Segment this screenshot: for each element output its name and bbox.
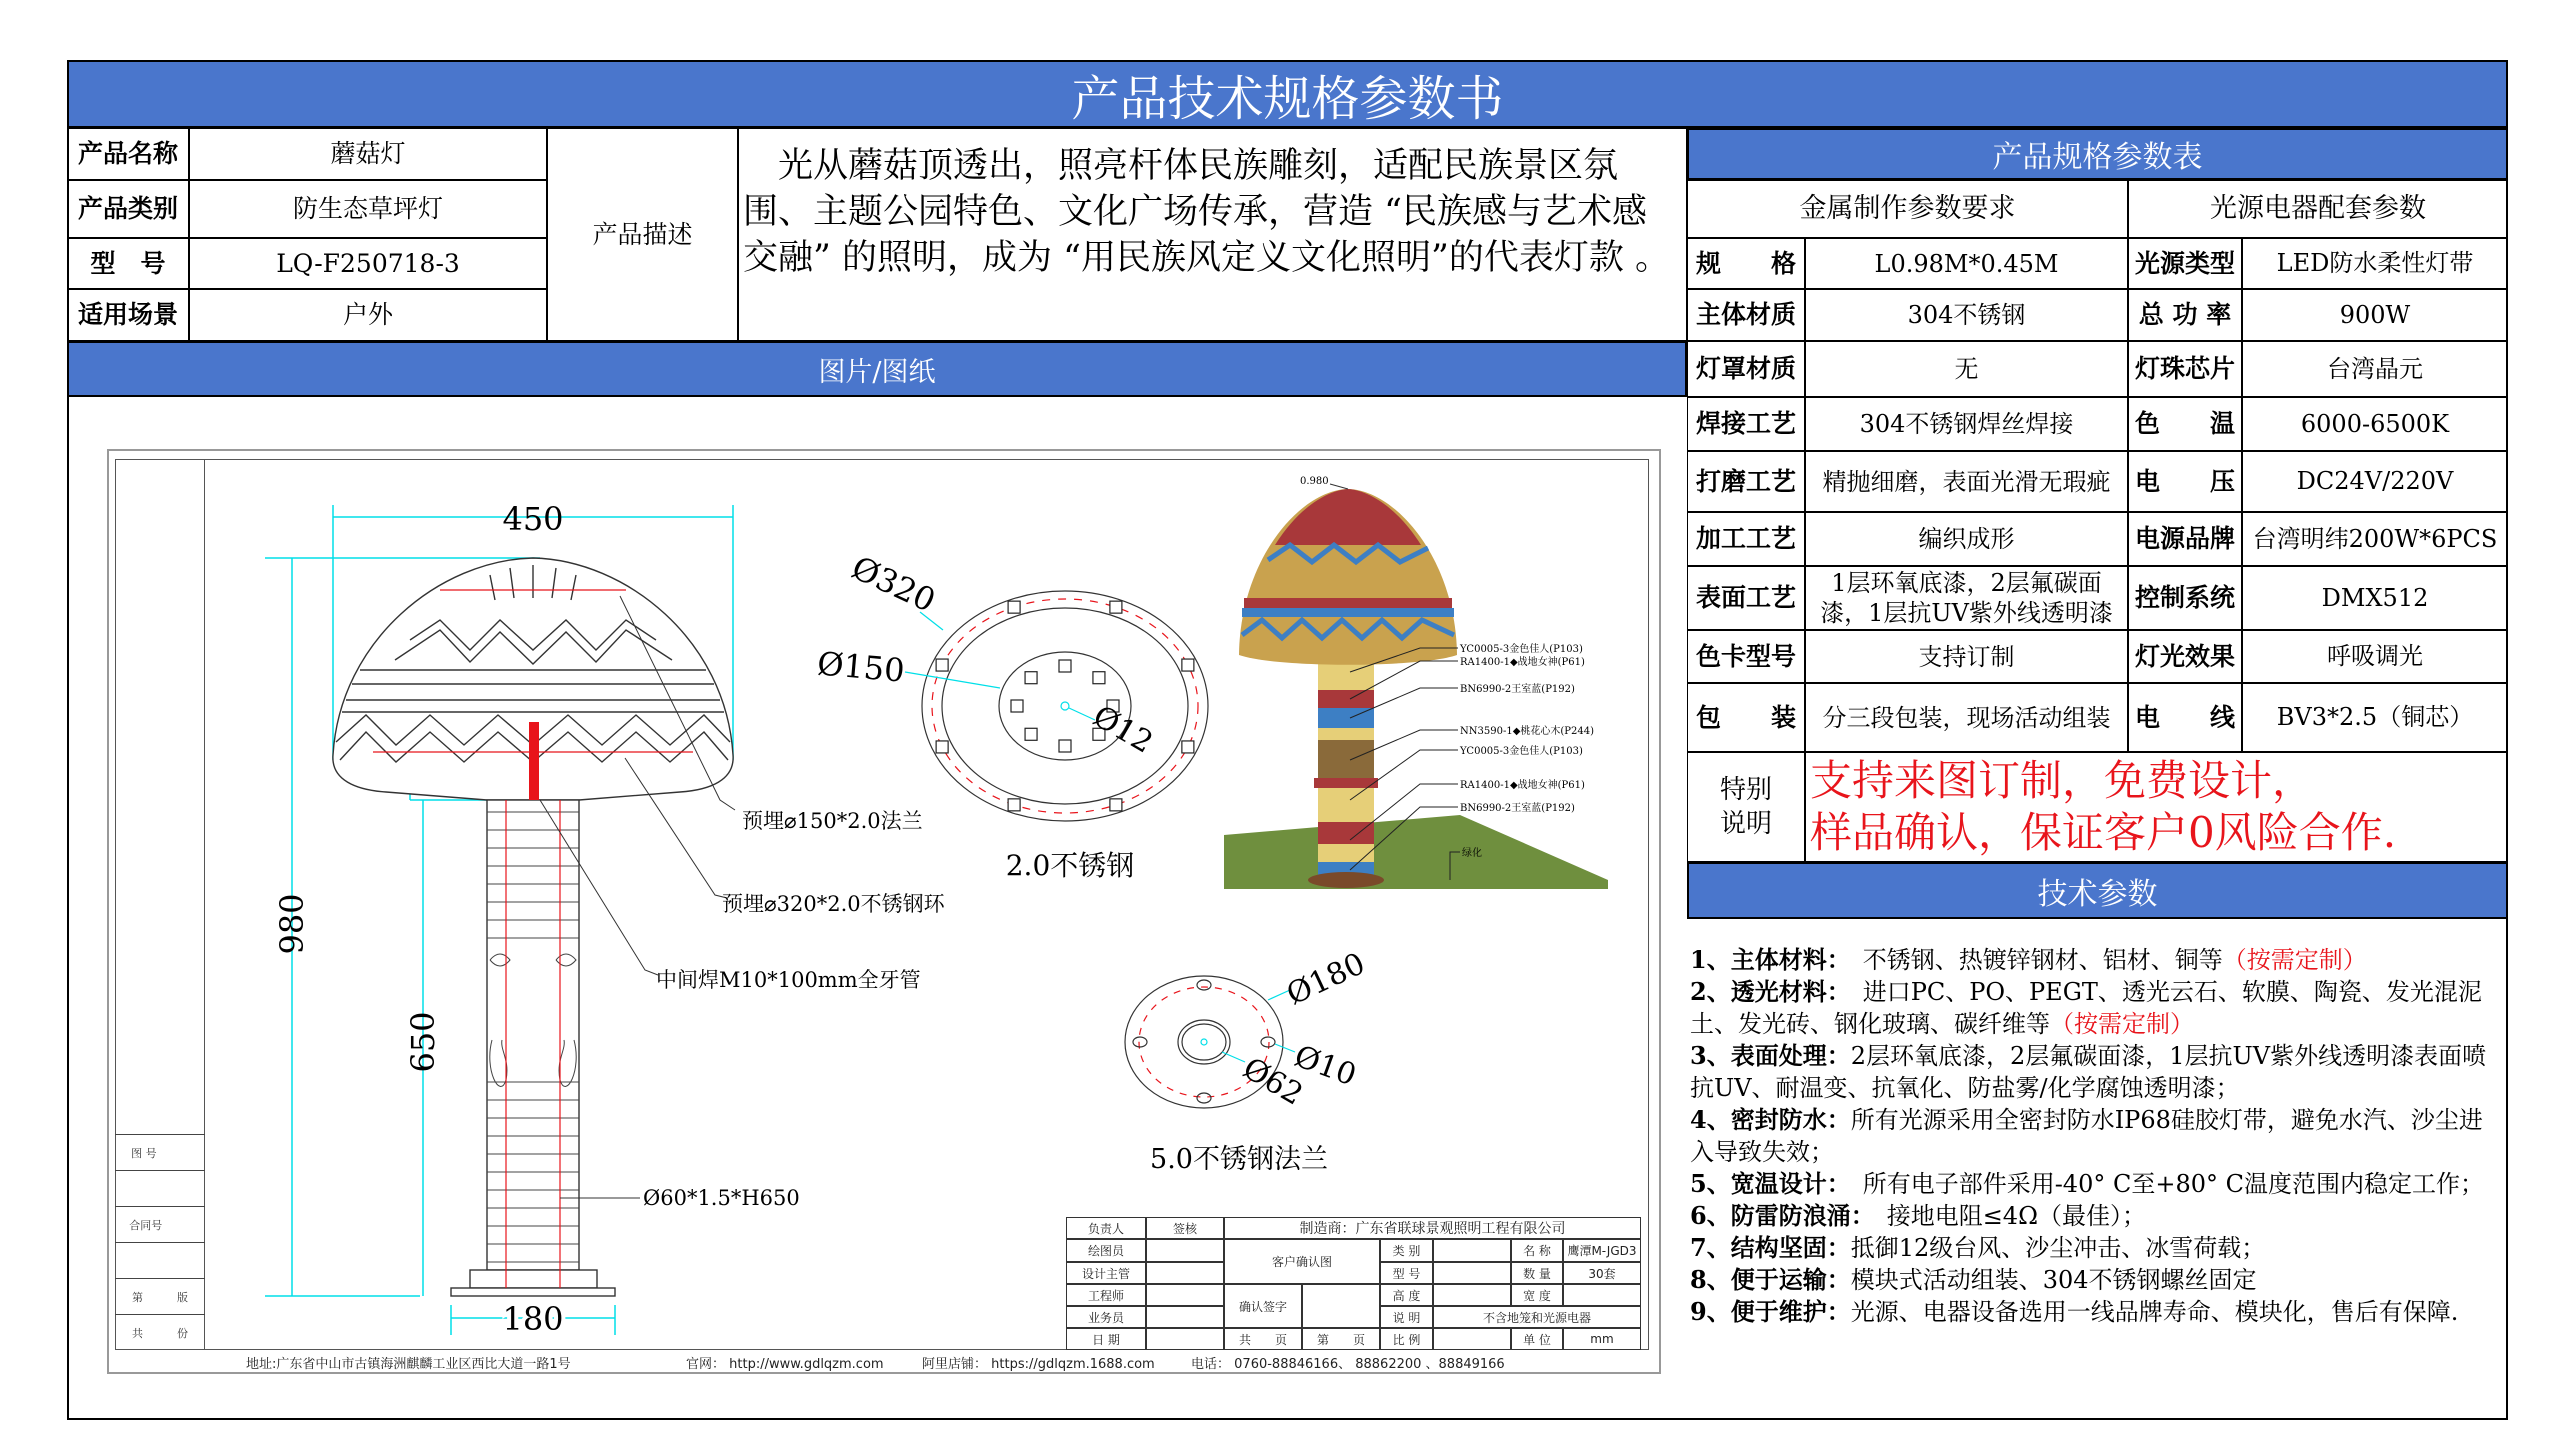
ring-bolt-hole <box>936 659 948 671</box>
ring-plan-view <box>922 591 1208 821</box>
inner-bolt-hole <box>1059 660 1071 672</box>
spec-label: 灯罩材质 <box>1687 341 1805 397</box>
spec-value: LED防水柔性灯带 <box>2242 238 2508 289</box>
metal-params-header: 金属制作参数要求 <box>1687 180 2128 238</box>
title-block-cell: 数 量 <box>1511 1262 1563 1284</box>
tech-item-label: 7、结构坚固： <box>1690 1233 1851 1262</box>
images-section-title: 图片/图纸 <box>818 356 936 388</box>
info-value: 蘑菇灯 <box>189 128 547 180</box>
tech-item-label: 2、透光材料： <box>1690 977 1839 1006</box>
ring-bolt-hole <box>1008 799 1020 811</box>
spec-value: DMX512 <box>2242 566 2508 630</box>
dim-pole: 650 <box>404 1011 442 1073</box>
render-green-label: 绿化 <box>1462 848 1482 859</box>
callout-flange: 预埋⌀150*2.0法兰 <box>742 809 923 833</box>
tech-item-note: （按需定制） <box>2050 1010 2194 1038</box>
spec-value: DC24V/220V <box>2242 451 2508 512</box>
plan-d-outer: Ø320 <box>846 548 942 620</box>
render-color-label: RA1400-1◆战地女神(P61) <box>1460 657 1585 668</box>
dim-width: 450 <box>502 500 564 538</box>
spec-value: 无 <box>1805 341 2128 397</box>
tech-item-label: 5、宽温设计： <box>1690 1169 1839 1198</box>
title-block-cell: 说 明 <box>1380 1306 1433 1328</box>
title-block-cell: 第 页 <box>1302 1328 1380 1350</box>
ring-bolt-hole <box>1182 659 1194 671</box>
title-block-cell: 高 度 <box>1380 1284 1433 1306</box>
spec-label: 表面工艺 <box>1687 566 1805 630</box>
spec-label: 控制系统 <box>2128 566 2242 630</box>
left-column-text: 份 <box>177 1326 188 1340</box>
left-column-text: 图 号 <box>131 1146 157 1160</box>
spec-value: 分三段包装，现场活动组装 <box>1805 683 2128 752</box>
tech-item-text: 抵御12级台风、沙尘冲击、冰雪荷载； <box>1850 1234 2266 1262</box>
spec-label: 包 装 <box>1687 683 1805 752</box>
callout-rod: 中间焊M10*100mm全牙管 <box>656 968 921 992</box>
title-block-cell: 30套 <box>1563 1262 1641 1284</box>
spec-value: 台湾明纬200W*6PCS <box>2242 512 2508 566</box>
title-block-cell: 比 例 <box>1380 1328 1433 1350</box>
tech-item-text: 模块式活动组装、304不锈钢螺丝固定 <box>1850 1266 2257 1294</box>
maker: 制造商：广东省联球景观照明工程有限公司 <box>1224 1217 1641 1239</box>
title-block-cell: 负责人 <box>1066 1217 1146 1239</box>
inner-bolt-hole <box>1011 700 1023 712</box>
plan-caption: 2.0不锈钢 <box>1005 849 1135 882</box>
tech-item-text: 接地电阻≤4Ω（最佳）； <box>1862 1202 2146 1230</box>
flange-caption: 5.0不锈钢法兰 <box>1150 1144 1328 1175</box>
footer-shop-label: 阿里店铺： <box>922 1357 988 1372</box>
left-column-text: 共 <box>132 1326 143 1340</box>
title-block-cell <box>1146 1328 1224 1350</box>
info-label: 适用场景 <box>67 289 189 341</box>
title-block-cell: 单 位 <box>1511 1328 1563 1350</box>
title-block-cell <box>1146 1284 1224 1306</box>
info-label: 产品类别 <box>67 180 189 238</box>
spec-value: 台湾晶元 <box>2242 341 2508 397</box>
footer-site-label: 官网： <box>686 1357 726 1372</box>
spec-label: 色 温 <box>2128 397 2242 451</box>
title-block-cell <box>1433 1239 1511 1262</box>
product-description: 光从蘑菇顶透出，照亮杆体民族雕刻，适配民族景区氛围、主题公园特色、文化广场传承，营造 “民族感与艺术感交融” 的照明，成为 “用民族风定义文化照明”的代表灯款 。 <box>738 128 1687 341</box>
footer-tel <box>1191 1353 1505 1372</box>
title-block-cell: 绘图员 <box>1066 1239 1146 1262</box>
title-block-cell <box>1146 1262 1224 1284</box>
ring-bolt-hole <box>1182 741 1194 753</box>
spec-label: 总 功 率 <box>2128 289 2242 341</box>
spec-value: 6000-6500K <box>2242 397 2508 451</box>
tech-item-label: 9、便于维护： <box>1690 1297 1851 1326</box>
footer-site-link[interactable]: http://www.gdlqzm.com <box>729 1357 884 1372</box>
spec-label: 电源品牌 <box>2128 512 2242 566</box>
title-block-cell: 类 别 <box>1380 1239 1433 1262</box>
drawing-footer <box>246 1353 571 1372</box>
render-color-label: RA1400-1◆战地女神(P61) <box>1460 780 1585 791</box>
callout-ring: 预埋⌀320*2.0不锈钢环 <box>722 892 945 916</box>
render-level: 0.980 <box>1300 476 1329 487</box>
title-block-cell: 客户确认图 <box>1224 1239 1380 1284</box>
inner-bolt-hole <box>1025 672 1037 684</box>
light-params-header: 光源电器配套参数 <box>2128 180 2508 238</box>
dim-base: 180 <box>502 1300 564 1338</box>
title-block-cell: 日 期 <box>1066 1328 1146 1350</box>
plan-d-hole: Ø12 <box>1086 698 1159 761</box>
footer-address: 地址:广东省中山市古镇海洲麒麟工业区西比大道一路1号 <box>246 1357 571 1372</box>
title-block-cell: 鹰潭M-JGD3 <box>1563 1239 1641 1262</box>
spec-label: 规 格 <box>1687 238 1805 289</box>
flange-d-outer: Ø180 <box>1281 946 1371 1013</box>
info-value: 户外 <box>189 289 547 341</box>
spec-value: 304不锈钢 <box>1805 289 2128 341</box>
title-block-cell: 不含地笼和光源电器 <box>1433 1306 1641 1328</box>
title-block-cell <box>1146 1239 1224 1262</box>
footer-shop <box>922 1353 1155 1372</box>
spec-label: 打磨工艺 <box>1687 451 1805 512</box>
spec-label: 灯光效果 <box>2128 630 2242 683</box>
tech-item-text: 2层环氧底漆，2层氟碳面漆，1层抗UV紫外线透明漆表面喷抗UV、耐温变、抗氧化、防盐雾/化学腐蚀透明漆； <box>1690 1042 2487 1102</box>
title-block-cell <box>1433 1328 1511 1350</box>
flange-d-hole: Ø10 <box>1289 1038 1361 1094</box>
ring-bolt-hole <box>1008 601 1020 613</box>
spec-value: BV3*2.5（铜芯） <box>2242 683 2508 752</box>
tech-item-text: 进口PC、PO、PEGT、透光云石、软膜、陶瓷、发光混泥土、发光砖、钢化玻璃、碳纤维等 <box>1690 978 2482 1038</box>
inner-bolt-hole <box>1093 672 1105 684</box>
spec-value: 编织成形 <box>1805 512 2128 566</box>
spec-label: 光源类型 <box>2128 238 2242 289</box>
desc-label: 产品描述 <box>547 128 738 341</box>
spec-label: 电 线 <box>2128 683 2242 752</box>
title-block-cell <box>1302 1284 1380 1328</box>
render-color-label: YC0005-3金色佳人(P103) <box>1460 644 1583 655</box>
tech-item-text: 不锈钢、热镀锌钢材、铝材、铜等 <box>1838 946 2223 974</box>
info-value: LQ-F250718-3 <box>189 238 547 289</box>
ring-bolt-hole <box>1110 799 1122 811</box>
title-block-cell: mm <box>1563 1328 1641 1350</box>
title-block-cell: 型 号 <box>1380 1262 1433 1284</box>
spec-table-title: 产品规格参数表 <box>1992 140 2203 175</box>
spec-value: 支持订制 <box>1805 630 2128 683</box>
render-color-label: NN3590-1◆桃花心木(P244) <box>1460 726 1594 737</box>
callout-pipe: Ø60*1.5*H650 <box>643 1186 800 1210</box>
footer-site <box>686 1353 884 1372</box>
special-line: 支持来图订制，免费设计， <box>1810 756 2315 805</box>
special-label: 特别说明 <box>1687 752 1805 862</box>
info-label: 产品名称 <box>67 128 189 180</box>
title-block-cell: 业务员 <box>1066 1306 1146 1328</box>
spec-value: 呼吸调光 <box>2242 630 2508 683</box>
title-block-cell: 设计主管 <box>1066 1262 1146 1284</box>
tech-item-label: 1、主体材料： <box>1690 945 1839 974</box>
tech-item-label: 6、防雷防浪涌： <box>1690 1201 1863 1230</box>
spec-value: 精抛细磨，表面光滑无瑕疵 <box>1805 451 2128 512</box>
title-block-cell: 确认签字 <box>1224 1284 1302 1328</box>
spec-value: 900W <box>2242 289 2508 341</box>
dim-height: 980 <box>273 893 311 955</box>
left-column-text: 第 <box>132 1290 143 1304</box>
ring-bolt-hole <box>936 741 948 753</box>
tech-item-label: 8、便于运输： <box>1690 1265 1851 1294</box>
ring-bolt-hole <box>1110 601 1122 613</box>
title-block-cell <box>1146 1306 1224 1328</box>
page-title-text: 产品技术规格参数书 <box>1071 70 1504 127</box>
left-column-text: 版 <box>177 1290 188 1304</box>
spec-label: 电 压 <box>2128 451 2242 512</box>
render-color-label: YC0005-3金色佳人(P103) <box>1460 746 1583 757</box>
footer-tel-value: 0760-88846166、 88862200 、88849166 <box>1234 1357 1505 1372</box>
spec-label: 主体材质 <box>1687 289 1805 341</box>
render-color-label: BN6990-2王室蓝(P192) <box>1460 684 1575 695</box>
tech-item-note: （按需定制） <box>2222 946 2367 974</box>
spec-label: 加工工艺 <box>1687 512 1805 566</box>
spec-value: L0.98M*0.45M <box>1805 238 2128 289</box>
title-block-cell: 名 称 <box>1511 1239 1563 1262</box>
title-block-cell <box>1433 1262 1511 1284</box>
info-value: 防生态草坪灯 <box>189 180 547 238</box>
spec-value: 304不锈钢焊丝焊接 <box>1805 397 2128 451</box>
title-block-cell: 签核 <box>1146 1217 1224 1239</box>
title-block-cell: 工程师 <box>1066 1284 1146 1306</box>
title-block-cell: 共 页 <box>1224 1328 1302 1350</box>
threaded-rod-mark <box>529 722 539 800</box>
footer-tel-label: 电话： <box>1191 1357 1231 1372</box>
title-block-cell <box>1433 1284 1511 1306</box>
plan-d-inner: Ø150 <box>815 644 907 690</box>
title-block-cell <box>1563 1284 1641 1306</box>
tech-item-text: 光源、电器设备选用一线品牌寿命、模块化，售后有保障. <box>1850 1298 2459 1326</box>
footer-shop-link[interactable]: https://gdlqzm.1688.com <box>991 1357 1155 1372</box>
inner-bolt-hole <box>1025 728 1037 740</box>
render-color-label: BN6990-2王室蓝(P192) <box>1460 803 1575 814</box>
tech-item-label: 4、密封防水： <box>1690 1105 1851 1134</box>
spec-label: 色卡型号 <box>1687 630 1805 683</box>
spec-label: 灯珠芯片 <box>2128 341 2242 397</box>
inner-bolt-hole <box>1059 740 1071 752</box>
tech-params-title: 技术参数 <box>2037 876 2158 912</box>
spec-value: 1层环氧底漆，2层氟碳面漆，1层抗UV紫外线透明漆 <box>1805 566 2128 630</box>
tech-item-label: 3、表面处理： <box>1690 1041 1851 1070</box>
special-line: 样品确认，保证客户0风险合作. <box>1810 808 2397 857</box>
info-label: 型 号 <box>67 238 189 289</box>
tech-item-text: 所有电子部件采用-40° C至+80° C温度范围内稳定工作； <box>1838 1170 2484 1198</box>
flange-d-center: Ø62 <box>1236 1050 1309 1113</box>
left-column-text: 合同号 <box>129 1218 163 1232</box>
tech-item-text: 所有光源采用全密封防水IP68硅胶灯带，避免水汽、沙尘进入导致失效； <box>1690 1106 2483 1166</box>
spec-label: 焊接工艺 <box>1687 397 1805 451</box>
title-block-cell: 宽 度 <box>1511 1284 1563 1306</box>
